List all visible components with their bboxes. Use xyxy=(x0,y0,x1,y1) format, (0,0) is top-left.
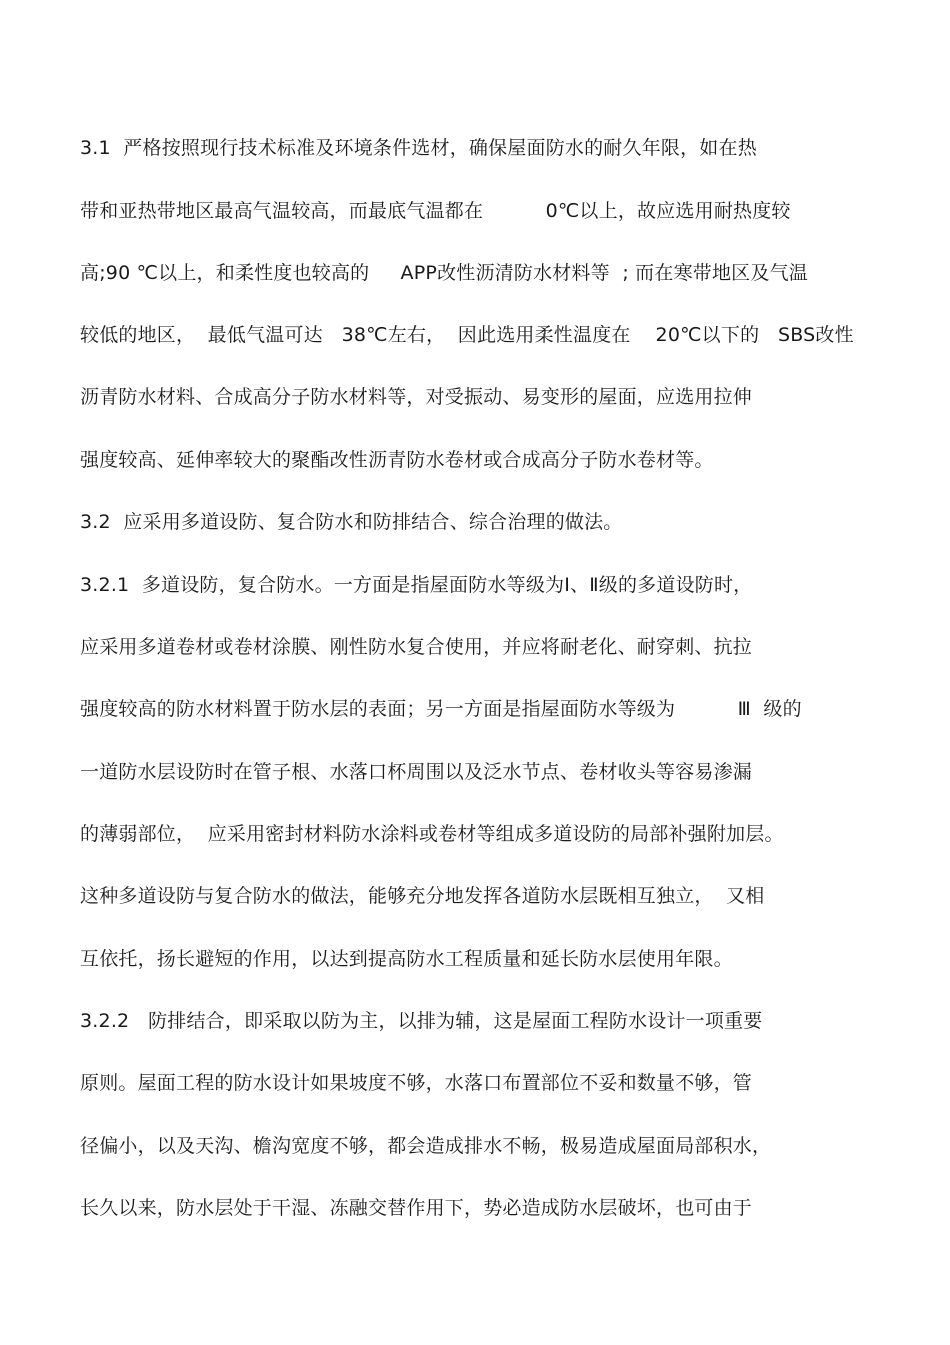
text-line: 应采用多道卷材或卷材涂膜、刚性防水复合使用，并应将耐老化、耐穿刺、抗拉 xyxy=(80,636,753,658)
text-line: 高;90 ℃以上，和柔性度也较高的 APP改性沥清防水材料等 ; 而在寒带地区及气温 xyxy=(80,262,808,284)
text-line: 径偏小，以及天沟、檐沟宽度不够，都会造成排水不畅，极易造成屋面局部积水， xyxy=(80,1135,772,1157)
text-line: 带和亚热带地区最高气温较高，而最底气温都在 0℃以上，故应选用耐热度较 xyxy=(80,200,791,222)
text-line: 原则。屋面工程的防水设计如果坡度不够，水落口布置部位不妥和数量不够，管 xyxy=(80,1072,753,1094)
text-line: 强度较高、延伸率较大的聚酯改性沥青防水卷材或合成高分子防水卷材等。 xyxy=(80,449,714,471)
text-line: 这种多道设防与复合防水的做法，能够充分地发挥各道防水层既相互独立， 又相 xyxy=(80,885,765,907)
text-line: 3.1 严格按照现行技术标准及环境条件选材，确保屋面防水的耐久年限，如在热 xyxy=(80,137,757,159)
text-line: 3.2.2 防排结合，即采取以防为主，以排为辅，这是屋面工程防水设计一项重要 xyxy=(80,1010,763,1032)
text-line: 互依托，扬长避短的作用，以达到提高防水工程质量和延长防水层使用年限。 xyxy=(80,948,733,970)
text-line: 一道防水层设防时在管子根、水落口杯周围以及泛水节点、卷材收头等容易渗漏 xyxy=(80,761,753,783)
text-line: 强度较高的防水材料置于防水层的表面；另一方面是指屋面防水等级为 Ⅲ 级的 xyxy=(80,698,802,720)
text-line: 沥青防水材料、合成高分子防水材料等，对受振动、易变形的屋面，应选用拉伸 xyxy=(80,386,753,408)
text-line: 3.2.1 多道设防，复合防水。一方面是指屋面防水等级为Ⅰ、Ⅱ级的多道设防时， xyxy=(80,574,753,596)
text-line: 3.2 应采用多道设防、复合防水和防排结合、综合治理的做法。 xyxy=(80,511,623,533)
text-line: 较低的地区， 最低气温可达 38℃左右， 因此选用柔性温度在 20℃以下的 SBS改性 xyxy=(80,324,854,346)
text-line: 的薄弱部位， 应采用密封材料防水涂料或卷材等组成多道设防的局部补强附加层。 xyxy=(80,823,784,845)
text-line: 长久以来，防水层处于干湿、冻融交替作用下，势必造成防水层破坏，也可由于 xyxy=(80,1197,753,1219)
